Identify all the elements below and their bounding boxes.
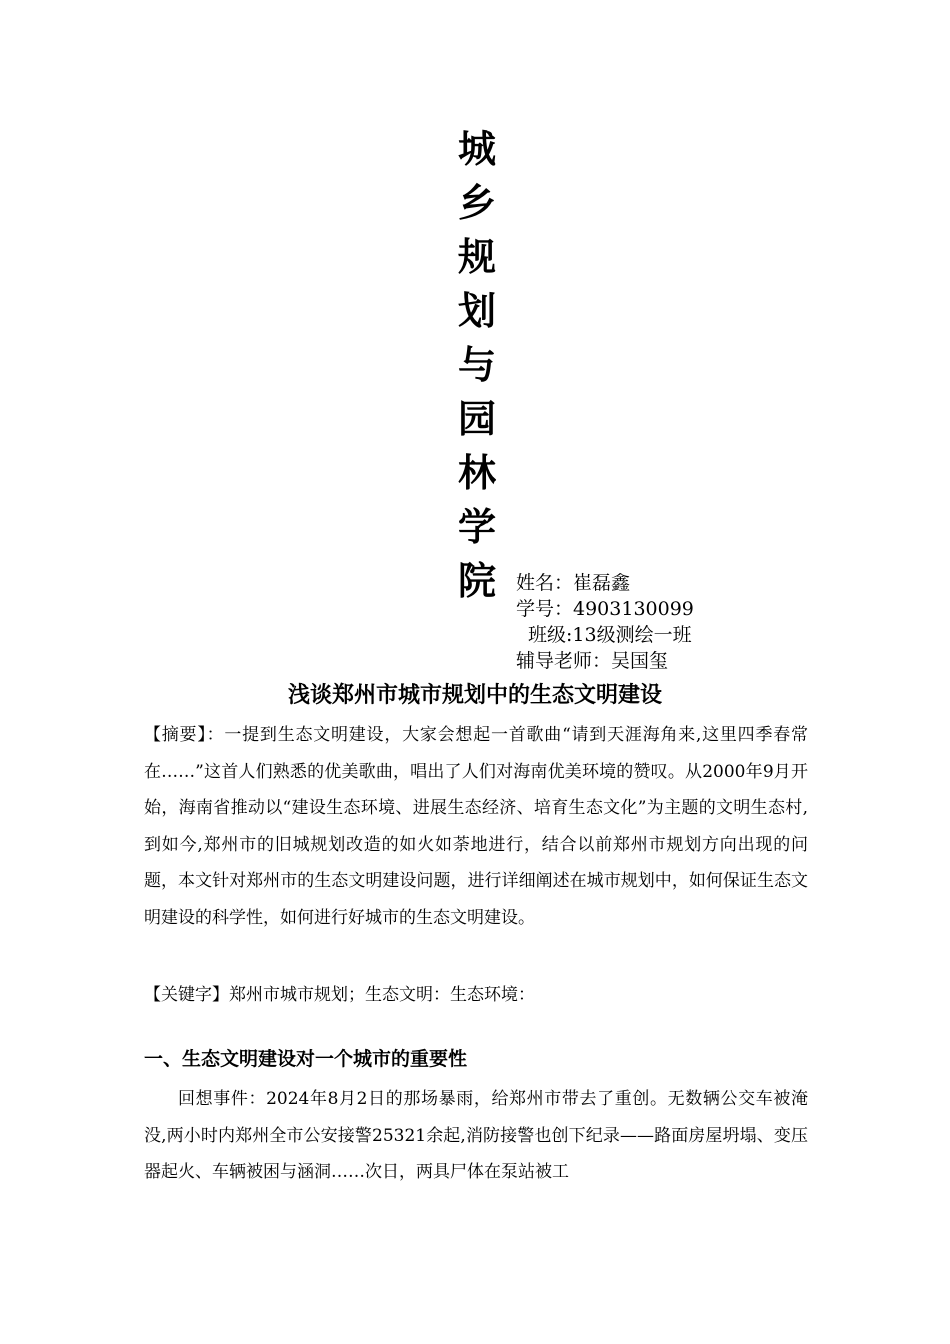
section-heading-1: 一、生态文明建设对一个城市的重要性 [144, 1048, 468, 1070]
keywords-line: 【关键字】郑州市城市规划；生态文明：生态环境： [144, 985, 535, 1005]
student-info [516, 570, 694, 674]
student-advisor: 辅导老师：吴国玺 [516, 650, 669, 672]
paper-title: 浅谈郑州市城市规划中的生态文明建设 [287, 683, 662, 708]
abstract-paragraph: 【摘要】：一提到生态文明建设，大家会想起一首歌曲“请到天涯海角来,这里四季春常在……”这首人们熟悉的优美歌曲，唱出了人们对海南优美环境的赞叹。从2000年9月开始，海南省推动以“建设生态环境、进展生态经济、培育生态文化”为主题的文明生态村,到如今,郑州市的旧城规划改造的如火如荼地进行，结合以前郑州市规划方向出现的问题，本文针对郑州市的生态文明建设问题，进行详细阐述在城市规划中，如何保证生态文明建设的科学性，如何进行好城市的生态文明建设。 [144, 725, 808, 928]
college-name-vertical: 城乡规划与园林学院 [457, 127, 496, 603]
student-id: 学号：4903130099 [516, 598, 694, 620]
student-name: 姓名：崔磊鑫 [516, 572, 631, 594]
student-class: 班级:13级测绘一班 [528, 624, 692, 646]
section-1-paragraph: 回想事件：2024年8月2日的那场暴雨，给郑州市带去了重创。无数辆公交车被淹没,两小时内郑州全市公安接警25321余起,消防接警也创下纪录——路面房屋坍塌、变压器起火、车辆被困与涵洞……次日，两具尸体在泵站被工 [144, 1089, 808, 1182]
